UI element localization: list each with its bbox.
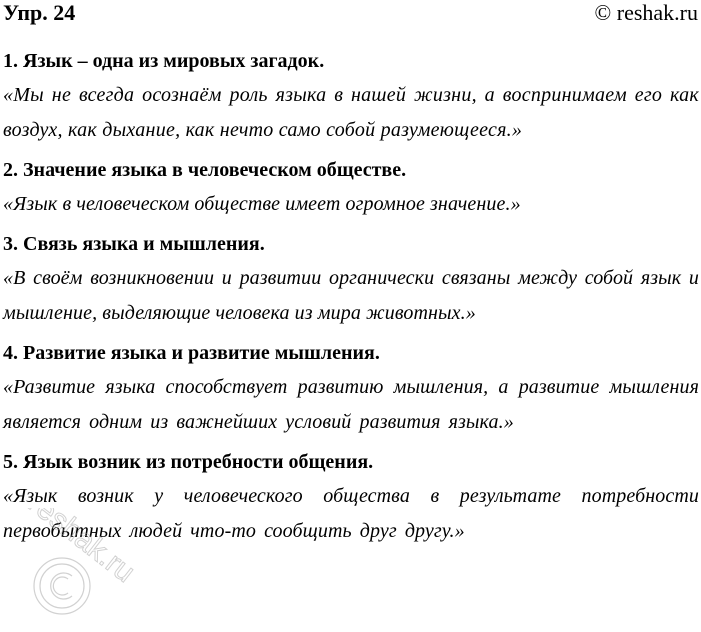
section-1 [3, 44, 699, 148]
exercise-title: Упр. 24 [3, 0, 76, 25]
section-4 [3, 336, 699, 440]
document-body [3, 44, 699, 554]
section-quote: «В своём возникновении и развитии органически связаны между собой язык и мышление, выделяющие человека из мира животных.» [3, 267, 699, 324]
section-heading: 5. Язык возник из потребности общения. [3, 451, 374, 473]
svg-text:reshak.ru: reshak.ru [22, 508, 141, 590]
section-quote: «Мы не всегда осознаём роль языка в нашей жизни, а воспринимаем его как воздух, как дыхание, как нечто само собой разумеющееся.» [3, 84, 699, 141]
section-heading: 3. Связь языка и мышления. [3, 233, 265, 255]
page-header [3, 0, 698, 26]
section-quote: «Развитие языка способствует развитию мышления, а развитие мышления является одним из важнейших условий развития языка.» [3, 376, 699, 433]
copyright-label: © reshak.ru [594, 0, 698, 25]
section-heading: 4. Развитие языка и развитие мышления. [3, 342, 380, 364]
section-3 [3, 227, 699, 331]
section-5 [3, 445, 699, 549]
section-heading: 1. Язык – одна из мировых загадок. [3, 50, 325, 72]
section-quote: «Язык в человеческом обществе имеет огромное значение.» [3, 193, 521, 215]
section-2 [3, 153, 699, 222]
section-heading: 2. Значение языка в человеческом обществе. [3, 159, 407, 181]
section-quote: «Язык возник у человеческого общества в результате потребности первобытных людей что-то сообщить друг другу.» [3, 485, 699, 542]
